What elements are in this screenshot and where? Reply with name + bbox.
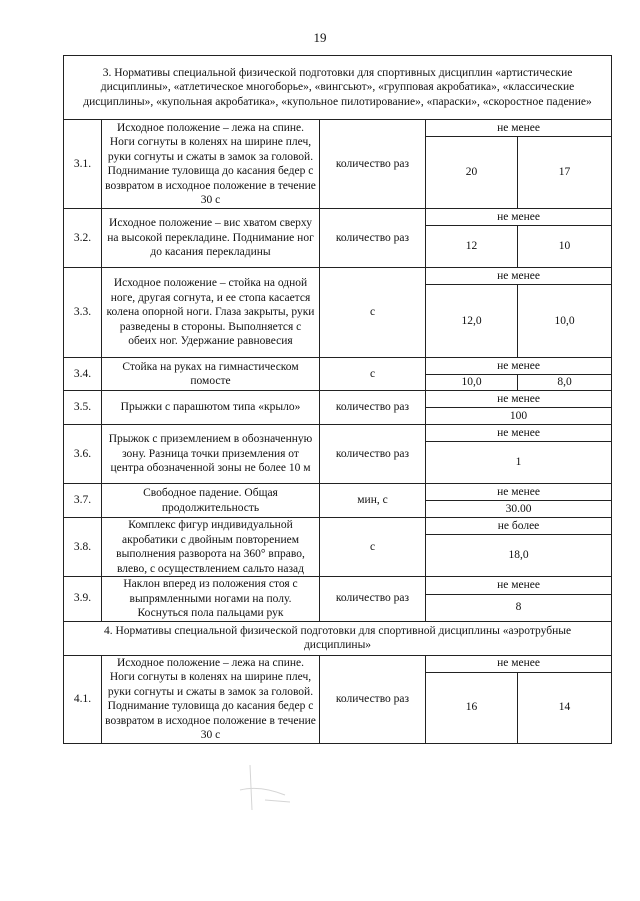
value-cell: 12 — [426, 226, 518, 268]
condition-cell: не менее — [426, 425, 612, 442]
value-cell: 20 — [426, 137, 518, 209]
condition-cell: не менее — [426, 391, 612, 408]
row-number: 4.1. — [64, 655, 102, 743]
exercise-description: Прыжок с приземлением в обозначенную зону. Разница точки приземления от центра обозначенной зоны не более 10 м — [102, 425, 320, 484]
exercise-description: Свободное падение. Общая продолжительность — [102, 484, 320, 518]
table-row — [64, 425, 612, 442]
unit-cell: количество раз — [320, 209, 426, 268]
unit-cell: количество раз — [320, 577, 426, 622]
value-cell: 14 — [518, 672, 612, 743]
section-title: 4. Нормативы специальной физической подготовки для спортивной дисциплины «аэротрубные дисциплины» — [64, 621, 612, 655]
exercise-description: Комплекс фигур индивидуальной акробатики с двойным повторением выполнения разворота на 360° вправо, влево, с осуществлением сальто назад — [102, 518, 320, 577]
exercise-description: Исходное положение – лежа на спине. Ноги согнуты в коленях на ширине плеч, руки согнуты и сжаты в замок за головой. Поднимание туловища до касания бедер с возвратом в исходное положение в течение 30 с — [102, 120, 320, 209]
section-title: 3. Нормативы специальной физической подготовки для спортивных дисциплин «артистические дисциплины», «атлетическое многоборье», «вингсьют», «групповая акробатика», «классические дисциплины», «купольная акробатика», «купольное пилотирование», «параски», «скоростное падение» — [64, 56, 612, 120]
value-cell: 18,0 — [426, 535, 612, 577]
table-row — [64, 268, 612, 285]
unit-cell: количество раз — [320, 120, 426, 209]
value-cell: 10,0 — [426, 375, 518, 391]
row-number: 3.4. — [64, 358, 102, 391]
row-number: 3.2. — [64, 209, 102, 268]
value-cell: 30.00 — [426, 501, 612, 518]
row-number: 3.7. — [64, 484, 102, 518]
condition-cell: не более — [426, 518, 612, 535]
norms-table — [63, 55, 612, 744]
unit-cell: количество раз — [320, 425, 426, 484]
value-cell: 100 — [426, 408, 612, 425]
condition-cell: не менее — [426, 484, 612, 501]
table-row — [64, 655, 612, 672]
unit-cell: мин, с — [320, 484, 426, 518]
value-cell: 8,0 — [518, 375, 612, 391]
exercise-description: Исходное положение – стойка на одной ноге, другая согнута, и ее стопа касается колена опорной ноги. Глаза закрыты, руки разведены в стороны. Выполняется с обеих ног. Удержание равновесия — [102, 268, 320, 358]
value-cell: 8 — [426, 594, 612, 621]
condition-cell: не менее — [426, 268, 612, 285]
table-row — [64, 518, 612, 535]
row-number: 3.8. — [64, 518, 102, 577]
page-number: 19 — [313, 30, 327, 45]
value-cell: 12,0 — [426, 285, 518, 358]
condition-cell: не менее — [426, 209, 612, 226]
condition-cell: не менее — [426, 655, 612, 672]
row-number: 3.1. — [64, 120, 102, 209]
row-number: 3.6. — [64, 425, 102, 484]
row-number: 3.5. — [64, 391, 102, 425]
exercise-description: Исходное положение – лежа на спине. Ноги согнуты в коленях на ширине плеч, руки согнуты и сжаты в замок за головой. Поднимание туловища до касания бедер с возвратом в исходное положение в течение 30 с — [102, 655, 320, 743]
faint-stamp-mark — [230, 760, 300, 820]
table-row — [64, 120, 612, 137]
unit-cell: количество раз — [320, 655, 426, 743]
table-row — [64, 391, 612, 408]
table-row — [64, 358, 612, 375]
exercise-description: Прыжки с парашютом типа «крыло» — [102, 391, 320, 425]
table-row — [64, 484, 612, 501]
unit-cell: количество раз — [320, 391, 426, 425]
value-cell: 10,0 — [518, 285, 612, 358]
unit-cell: с — [320, 268, 426, 358]
condition-cell: не менее — [426, 120, 612, 137]
exercise-description: Стойка на руках на гимнастическом помосте — [102, 358, 320, 391]
unit-cell: с — [320, 358, 426, 391]
condition-cell: не менее — [426, 358, 612, 375]
exercise-description: Наклон вперед из положения стоя с выпрямленными ногами на полу. Коснуться пола пальцами рук — [102, 577, 320, 622]
table-row — [64, 577, 612, 595]
table-row — [64, 209, 612, 226]
value-cell: 1 — [426, 442, 612, 484]
value-cell: 16 — [426, 672, 518, 743]
unit-cell: с — [320, 518, 426, 577]
value-cell: 17 — [518, 137, 612, 209]
condition-cell: не менее — [426, 577, 612, 595]
exercise-description: Исходное положение – вис хватом сверху на высокой перекладине. Поднимание ног до касания перекладины — [102, 209, 320, 268]
value-cell: 10 — [518, 226, 612, 268]
row-number: 3.3. — [64, 268, 102, 358]
section-header-row — [64, 621, 612, 655]
row-number: 3.9. — [64, 577, 102, 622]
section-header-row — [64, 56, 612, 120]
